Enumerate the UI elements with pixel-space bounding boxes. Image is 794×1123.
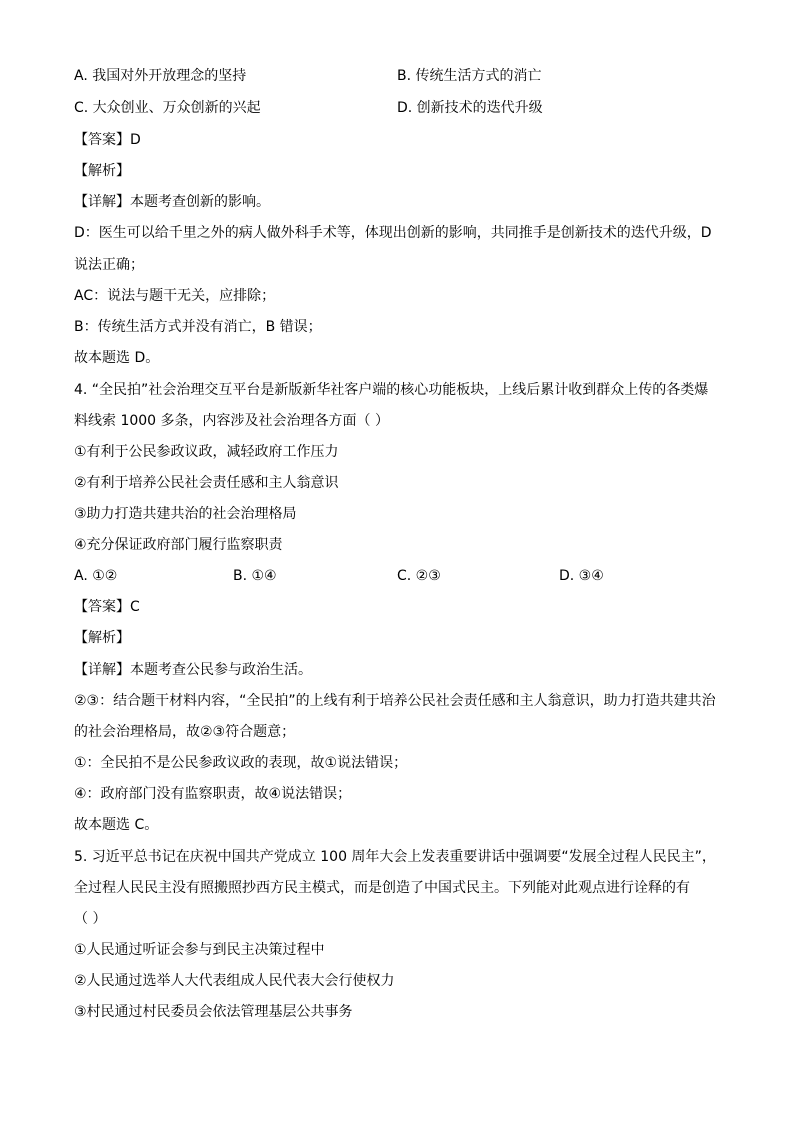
q5-stem-line1: 5. 习近平总书记在庆祝中国共产党成立 100 周年大会上发表重要讲话中强调要“发展全过程人民民主”， [74,849,716,865]
q3-option-a: A. 我国对外开放理念的坚持 [74,68,247,84]
q3-option-b: B. 传统生活方式的消亡 [397,68,542,84]
q3-detail: 【详解】本题考查创新的影响。 [74,194,270,210]
q4-option-d: D. ③④ [559,568,604,584]
q4-item-3: ③助力打造共建共治的社会治理格局 [74,506,297,522]
q5-stem-line2: 全过程人民民主没有照搬照抄西方民主模式，而是创造了中国式民主。下列能对此观点进行诠释的有 [74,880,690,896]
q4-explanation-4: ④：政府部门没有监察职责，故④说法错误； [74,786,352,802]
q3-conclusion: 故本题选 D。 [74,350,160,366]
q4-item-2: ②有利于培养公民社会责任感和主人翁意识 [74,475,339,491]
q4-item-1: ①有利于公民参政议政，减轻政府工作压力 [74,444,339,460]
q5-item-3: ③村民通过村民委员会依法管理基层公共事务 [74,1004,353,1020]
q5-stem-line3: （ ） [74,911,107,927]
q3-explanation-ac: AC：说法与题干无关，应排除； [74,288,276,304]
q4-option-a: A. ①② [74,568,118,584]
q3-option-c: C. 大众创业、万众创新的兴起 [74,100,261,116]
q4-item-4: ④充分保证政府部门履行监察职责 [74,537,283,553]
q3-answer: 【答案】D [74,132,141,148]
q4-explanation-1: ①：全民拍不是公民参政议政的表现，故①说法错误； [74,755,408,771]
q4-conclusion: 故本题选 C。 [74,817,159,833]
q4-stem-line2: 料线索 1000 多条，内容涉及社会治理各方面（ ） [74,413,389,429]
q4-analysis-label: 【解析】 [74,630,130,646]
q4-explanation-23-line2: 的社会治理格局，故②③符合题意； [74,724,296,740]
q5-item-2: ②人民通过选举人大代表组成人民代表大会行使权力 [74,973,395,989]
q5-item-1: ①人民通过听证会参与到民主决策过程中 [74,942,325,958]
q4-answer: 【答案】C [74,599,140,615]
q4-option-b: B. ①④ [233,568,277,584]
q3-option-d: D. 创新技术的迭代升级 [397,100,543,116]
q3-explanation-d-line2: 说法正确； [74,257,144,273]
q4-explanation-23-line1: ②③：结合题干材料内容，“全民拍”的上线有利于培养公民社会责任感和主人翁意识，助力打造共建共治 [74,693,716,709]
q3-explanation-b: B：传统生活方式并没有消亡，B 错误； [74,319,322,335]
q3-analysis-label: 【解析】 [74,163,130,179]
q4-option-c: C. ②③ [397,568,441,584]
q4-detail: 【详解】本题考查公民参与政治生活。 [74,662,312,678]
q3-explanation-d-line1: D：医生可以给千里之外的病人做外科手术等，体现出创新的影响，共同推手是创新技术的迭代升级，D [74,225,712,241]
q4-stem-line1: 4. “全民拍”社会治理交互平台是新版新华社客户端的核心功能板块，上线后累计收到群众上传的各类爆 [74,382,709,398]
